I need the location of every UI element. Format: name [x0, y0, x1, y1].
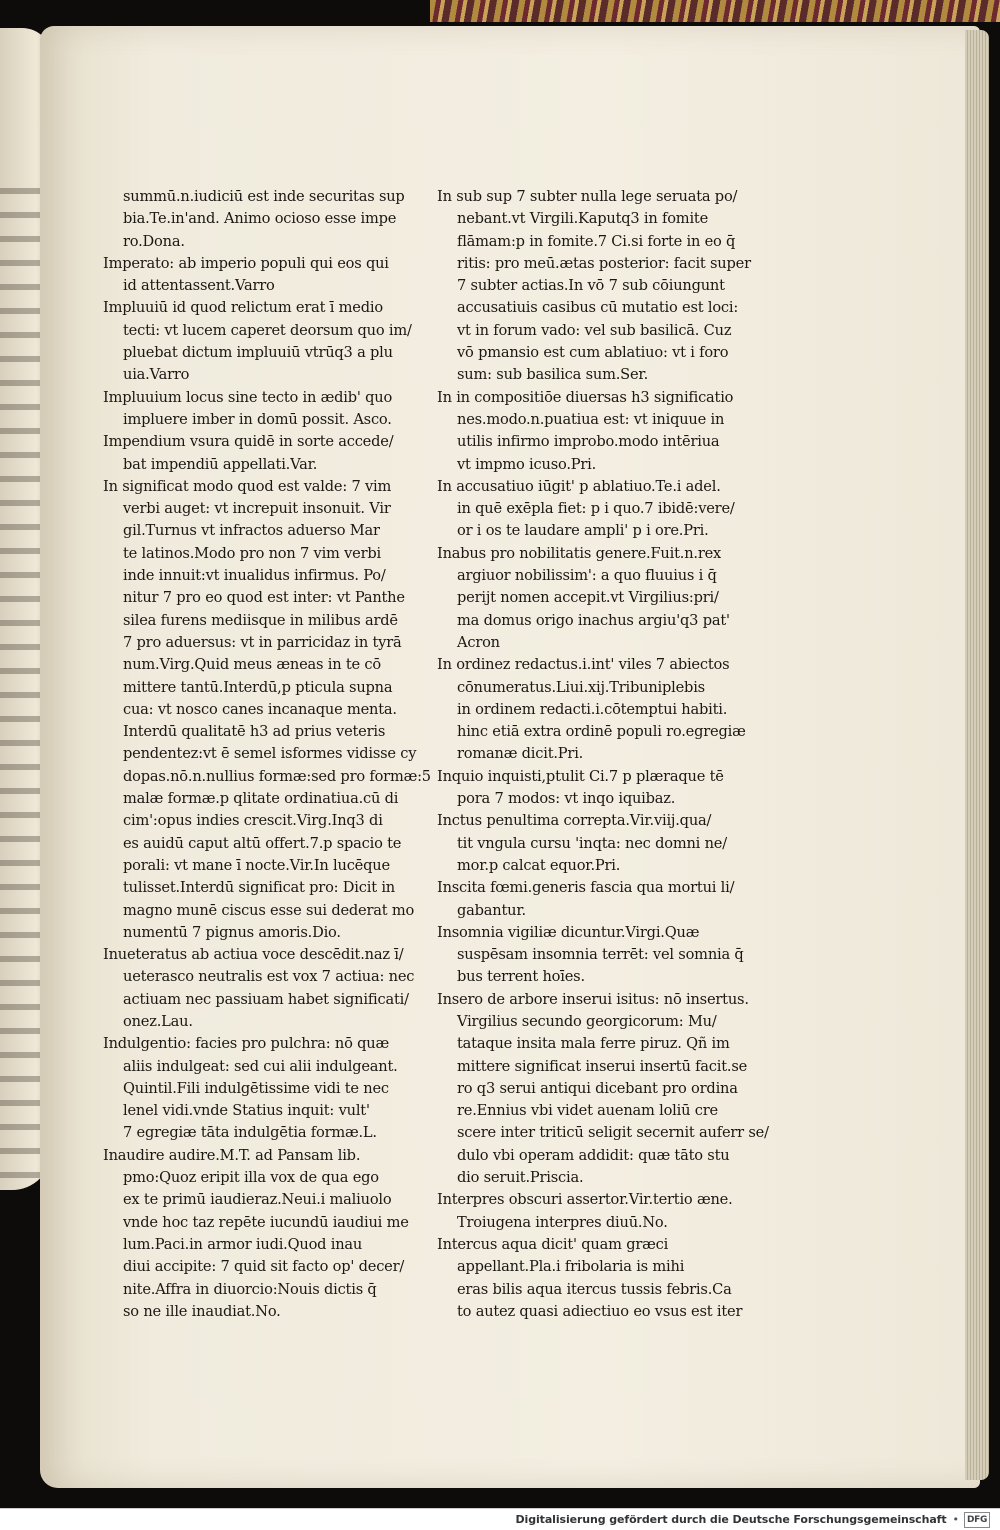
text-line: suspēsam insomnia terrēt: vel somnia q̄ — [457, 946, 744, 964]
text-line: ritis: pro meū.ætas posterior: facit super — [457, 254, 751, 272]
text-column-left — [103, 186, 431, 1323]
text-line: bia.Te.in'and. Animo ocioso esse impe — [123, 210, 397, 228]
text-line: nitur 7 pro eo quod est inter: vt Panthe — [123, 589, 405, 607]
text-line: in ordinem redacti.i.cōtemptui habiti. — [457, 700, 728, 718]
text-line: Inabus pro nobilitatis genere.Fuit.n.rex — [437, 544, 722, 562]
text-line: Impendium vsura quidē in sorte accede/ — [103, 433, 394, 451]
text-line: Quintil.Fili indulgētissime vidi te nec — [123, 1079, 389, 1097]
gilt-page-edge — [430, 0, 1000, 22]
text-line: ueterasco neutralis est vox 7 actiua: nec — [123, 968, 415, 986]
text-line: silea furens mediisque in milibus ardē — [123, 611, 398, 629]
text-line: lenel vidi.vnde Statius inquit: vult' — [123, 1102, 370, 1120]
text-line: mittere significat inserui insertū facit.se — [457, 1057, 748, 1075]
text-line: Insomnia vigiliæ dicuntur.Virgi.Quæ — [437, 923, 700, 941]
text-line: cim':opus indies crescit.Virg.Inq3 di — [123, 812, 383, 830]
text-line: malæ formæ.p qlitate ordinatiua.cū di — [123, 790, 399, 808]
text-line: impluere imber in domū possit. Asco. — [123, 410, 392, 428]
text-line: gil.Turnus vt infractos aduerso Mar — [123, 522, 380, 540]
text-line: Inctus penultima correpta.Vir.viij.qua/ — [437, 812, 712, 830]
text-line: Intercus aqua dicit' quam græci — [437, 1235, 669, 1253]
text-line: vt in forum vado: vel sub basilicā. Cuz — [457, 321, 732, 339]
text-line: Troiugena interpres diuū.No. — [457, 1213, 668, 1231]
text-line: Interdū qualitatē h3 ad prius veteris — [123, 723, 386, 741]
footer-separator: • — [952, 1513, 959, 1526]
text-line: accusatiuis casibus cū mutatio est loci: — [457, 299, 739, 317]
text-line: nebant.vt Virgili.Kaputq3 in fomite — [457, 210, 709, 228]
text-line: Virgilius secundo georgicorum: Mu/ — [457, 1012, 717, 1030]
text-line: In sub sup 7 subter nulla lege seruata po/ — [437, 188, 738, 205]
text-line: magno munē ciscus esse sui dederat mo — [123, 901, 415, 919]
text-line: flāmam:p in fomite.7 Ci.si forte in eo q̄ — [457, 232, 736, 250]
text-line: In ordinez redactus.i.int' viles 7 abiectos — [437, 656, 730, 674]
text-line: Inscita fœmi.generis fascia qua mortui li/ — [437, 879, 735, 897]
text-line: appellant.Pla.i fribolaria is mihi — [457, 1258, 685, 1276]
text-line: 7 subter actias.In vō 7 sub cōiungunt — [457, 277, 725, 295]
text-line: ro.Dona. — [123, 232, 185, 250]
text-line: hinc etiā extra ordinē populi ro.egregiæ — [457, 723, 746, 741]
text-line: vō pmansio est cum ablatiuo: vt i foro — [457, 344, 729, 362]
text-line: so ne ille inaudiat.No. — [123, 1302, 281, 1320]
text-line: ma domus origo inachus argiu'q3 pat' — [457, 611, 730, 629]
text-line: Inueteratus ab actiua voce descēdit.naz ī/ — [103, 946, 404, 964]
text-line: aliis indulgeat: sed cui alii indulgeant. — [123, 1057, 398, 1075]
text-line: diui accipite: 7 quid sit facto op' decer/ — [123, 1258, 405, 1276]
text-line: verbi auget: vt increpuit insonuit. Vir — [123, 500, 391, 518]
text-line: tulisset.Interdū significat pro: Dicit in — [123, 879, 395, 897]
text-line: vnde hoc taz repēte iucundū iaudiui me — [123, 1213, 409, 1231]
text-line: mittere tantū.Interdū,p pticula supna — [123, 678, 393, 696]
text-line: id attentassent.Varro — [123, 277, 275, 295]
text-line: in quē exēpla fiet: p i quo.7 ibidē:vere/ — [457, 500, 735, 518]
text-line: utilis infirmo improbo.modo intēriua — [457, 433, 720, 451]
text-line: In accusatiuo iūgit' p ablatiuo.Te.i adel. — [437, 477, 721, 495]
text-line: tit vngula cursu 'inqta: nec domni ne/ — [457, 834, 727, 852]
page-stack-edge — [965, 30, 989, 1480]
text-column-right — [437, 186, 769, 1323]
text-line: es auidū caput altū offert.7.p spacio te — [123, 834, 402, 852]
text-line: nes.modo.n.puatiua est: vt iniquue in — [457, 410, 725, 428]
text-line: Insero de arbore inserui isitus: nō insertus. — [437, 990, 749, 1008]
text-line: actiuam nec passiuam habet significati/ — [123, 990, 409, 1008]
text-line: bat impendiū appellati.Var. — [123, 455, 318, 473]
text-line: or i os te laudare ampli' p i ore.Pri. — [457, 522, 709, 540]
text-line: summū.n.iudiciū est inde securitas sup — [123, 188, 405, 205]
text-line: In significat modo quod est valde: 7 vim — [103, 477, 392, 495]
text-line: ro q3 serui antiqui dicebant pro ordina — [457, 1079, 738, 1097]
text-line: dio seruit.Priscia. — [457, 1169, 584, 1187]
text-line: inde innuit:vt inualidus infirmus. Po/ — [123, 567, 386, 585]
text-line: pluebat dictum impluuiū vtrūq3 a plu — [123, 344, 393, 362]
text-line: num.Virg.Quid meus æneas in te cō — [123, 656, 381, 674]
text-line: ex te primū iaudieraz.Neui.i maliuolo — [123, 1191, 392, 1209]
text-line: Indulgentio: facies pro pulchra: nō quæ — [103, 1035, 389, 1053]
text-line: uia.Varro — [123, 366, 190, 384]
text-line: cua: vt nosco canes incanaque menta. — [123, 700, 397, 718]
text-line: bus terrent hoīes. — [457, 968, 585, 986]
text-line: dulo vbi operam addidit: quæ tāto stu — [457, 1146, 730, 1164]
text-line: perijt nomen accepit.vt Virgilius:pri/ — [457, 589, 719, 607]
text-line: Acron — [457, 633, 500, 651]
dfg-logo: DFG — [964, 1512, 990, 1528]
funding-credit: Digitalisierung gefördert durch die Deutsche Forschungsgemeinschaft — [515, 1513, 947, 1526]
text-line: Impluuium locus sine tecto in ædib' quo — [103, 388, 393, 406]
text-line: re.Ennius vbi videt auenam loliū cre — [457, 1102, 718, 1120]
text-line: Impluuiū id quod relictum erat ī medio — [103, 299, 383, 317]
text-line: tataque insita mala ferre piruz. Qñ im — [457, 1035, 730, 1053]
text-line: vt impmo icuso.Pri. — [457, 455, 597, 473]
left-page-text-ghost — [0, 188, 40, 1188]
text-line: Inquio inquisti,ptulit Ci.7 p plæraque tē — [437, 767, 724, 785]
text-line: pora 7 modos: vt inqo iquibaz. — [457, 790, 676, 808]
text-line: pmo:Quoz eripit illa vox de qua ego — [123, 1169, 379, 1187]
text-line: cōnumeratus.Liui.xij.Tribuniplebis — [457, 678, 705, 696]
text-line: 7 pro aduersus: vt in parricidaz in tyrā — [123, 633, 402, 651]
text-line: te latinos.Modo pro non 7 vim verbi — [123, 544, 381, 562]
text-line: sum: sub basilica sum.Ser. — [457, 366, 649, 384]
text-line: porali: vt mane ī nocte.Vir.In lucēque — [123, 856, 390, 874]
text-line: lum.Paci.in armor iudi.Quod inau — [123, 1235, 363, 1253]
text-line: numentū 7 pignus amoris.Dio. — [123, 923, 341, 941]
text-line: Imperato: ab imperio populi qui eos qui — [103, 254, 389, 272]
text-line: mor.p calcat equor.Pri. — [457, 856, 621, 874]
text-line: 7 egregiæ tāta indulgētia formæ.L. — [123, 1124, 377, 1142]
text-line: tecti: vt lucem caperet deorsum quo im/ — [123, 321, 412, 339]
text-line: argiuor nobilissim': a quo fluuius i q̄ — [457, 567, 717, 585]
text-line: onez.Lau. — [123, 1012, 193, 1030]
text-line: scere inter triticū seligit secernit auferr se/ — [457, 1124, 769, 1142]
text-line: dopas.nō.n.nullius formæ:sed pro formæ:5 — [123, 767, 431, 785]
text-line: nite.Affra in diuorcio:Nouis dictis q̄ — [123, 1280, 377, 1298]
text-line: to autez quasi adiectiuo eo vsus est iter — [457, 1302, 743, 1320]
text-line: romanæ dicit.Pri. — [457, 745, 584, 763]
text-line: gabantur. — [457, 901, 526, 919]
footer-bar — [0, 1508, 1000, 1530]
text-line: eras bilis aqua itercus tussis febris.Ca — [457, 1280, 732, 1298]
text-line: Inaudire audire.M.T. ad Pansam lib. — [103, 1146, 361, 1164]
text-line: Interpres obscuri assertor.Vir.tertio æne. — [437, 1191, 733, 1209]
text-line: In in compositiōe diuersas h3 significatio — [437, 388, 734, 406]
text-line: pendentez:vt ē semel isformes vidisse cy — [123, 745, 417, 763]
